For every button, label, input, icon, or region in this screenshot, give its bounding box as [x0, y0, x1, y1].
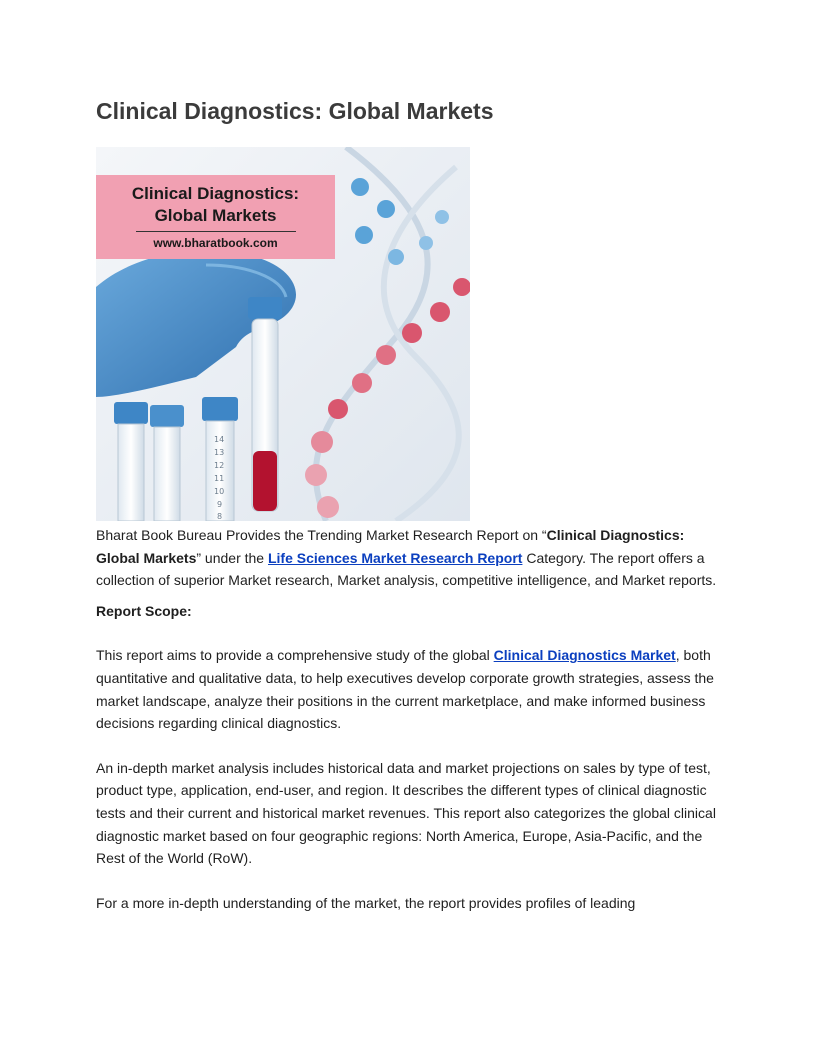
- intro-paragraph: Bharat Book Bureau Provides the Trending Market Research Report on “Clinical Diagnostics: Global Markets” under the Life Sciences Market Research Report Category. The report offers a collection of superior Market research, Market analysis, competitive intelligence, and Market reports.: [96, 527, 717, 589]
- svg-text:8: 8: [217, 512, 223, 521]
- svg-text:13: 13: [214, 448, 225, 457]
- banner-title: Clinical Diagnostics: Global Markets: [131, 184, 300, 225]
- svg-text:9: 9: [217, 500, 223, 509]
- svg-text:12: 12: [214, 461, 225, 470]
- svg-text:11: 11: [214, 474, 225, 483]
- clinical-diagnostics-market-link[interactable]: Clinical Diagnostics Market: [493, 647, 676, 664]
- svg-text:10: 10: [214, 487, 225, 496]
- hero-banner: [96, 175, 335, 259]
- banner-url: www.bharatbook.com: [153, 236, 278, 250]
- life-sciences-link[interactable]: Life Sciences Market Research Report: [267, 549, 523, 566]
- scope-paragraph-1: This report aims to provide a comprehensive study of the global Clinical Diagnostics Market, both quantitative and qualitative data, to help executives develop corporate growth strategies, assess the market landscape, analyze their positions in the current marketplace, and make informed business decisions regarding clinical diagnostics.: [96, 647, 714, 732]
- page-title: Clinical Diagnostics: Global Markets: [96, 98, 494, 124]
- hero-image: [96, 147, 470, 521]
- article-body: [96, 524, 722, 914]
- report-scope-heading: Report Scope:: [96, 602, 192, 619]
- blood-sample: [253, 451, 277, 511]
- svg-text:14: 14: [214, 435, 225, 444]
- scope-paragraph-2: An in-depth market analysis includes historical data and market projections on sales by type of test, product type, application, end-user, and region. It describes the different types of clinical diagnostic tests and their current and historical market revenues. This report also categorizes the global clinical diagnostic market based on four geographic regions: North America, Europe, Asia-Pacific, and the Rest of the World (RoW).: [96, 759, 716, 867]
- banner-divider: [136, 231, 296, 232]
- report-title-bold: Clinical Diagnostics: Global Markets: [96, 527, 685, 566]
- scope-paragraph-3: For a more in-depth understanding of the market, the report provides profiles of leading: [96, 894, 636, 911]
- tube-cap: [248, 297, 282, 319]
